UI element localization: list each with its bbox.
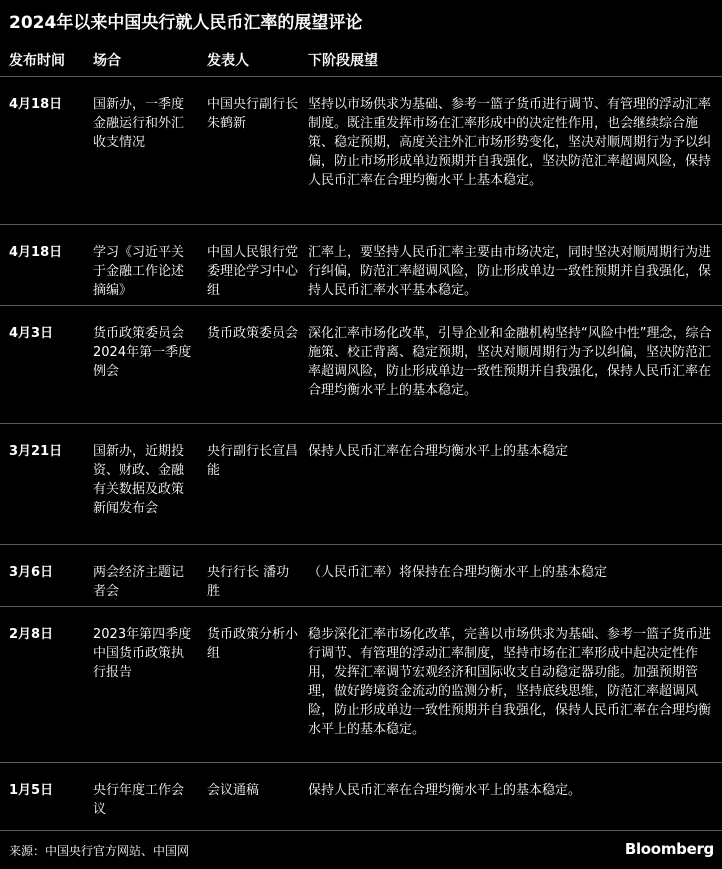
row-venue: 2023年第四季度中国货币政策执行报告	[93, 627, 192, 680]
header-date: 发布时间	[9, 53, 65, 69]
table-row	[0, 77, 722, 225]
table-row	[0, 306, 722, 424]
footer-divider	[0, 830, 722, 831]
table-row	[0, 225, 722, 306]
bloomberg-logo: Bloomberg	[624, 840, 714, 858]
row-venue: 两会经济主题记者会	[93, 565, 185, 599]
row-speaker: 中国央行副行长 朱鹤新	[207, 97, 299, 131]
row-venue: 央行年度工作会议	[93, 783, 185, 817]
row-date: 1月5日	[9, 783, 54, 798]
row-outlook: 深化汇率市场化改革，引导企业和金融机构坚持“风险中性”理念，综合施策、校正背离、稳定预期，坚决对顺周期行为予以纠偏，坚决防范汇率超调风险，防止形成单边一致性预期并自我强化，保持人民币汇率在合理均衡水平上的基本稳定。	[308, 326, 712, 398]
row-outlook: 汇率上，要坚持人民币汇率主要由市场决定，同时坚决对顺周期行为进行纠偏，防范汇率超调风险，防止形成单边一致性预期并自我强化，保持人民币汇率水平基本稳定。	[308, 245, 712, 298]
table-row	[0, 763, 722, 830]
row-date: 2月8日	[9, 627, 54, 642]
table-row	[0, 424, 722, 545]
header-venue: 场合	[93, 53, 121, 69]
row-speaker: 央行行长 潘功胜	[207, 565, 290, 599]
row-speaker: 货币政策分析小组	[207, 627, 299, 661]
row-speaker: 中国人民银行党委理论学习中心组	[207, 245, 299, 298]
source-note: 来源：中国央行官方网站、中国网	[9, 844, 190, 858]
row-outlook: 保持人民币汇率在合理均衡水平上的基本稳定。	[308, 783, 582, 798]
row-venue: 国新办，一季度金融运行和外汇收支情况	[93, 97, 185, 150]
row-venue: 货币政策委员会2024年第一季度例会	[93, 326, 192, 379]
table-body	[0, 77, 722, 830]
row-speaker: 货币政策委员会	[207, 326, 299, 341]
row-outlook: （人民币汇率）将保持在合理均衡水平上的基本稳定	[308, 565, 608, 580]
row-date: 4月18日	[9, 97, 63, 112]
row-date: 3月21日	[9, 444, 63, 459]
row-outlook: 保持人民币汇率在合理均衡水平上的基本稳定	[308, 444, 569, 459]
row-speaker: 会议通稿	[207, 783, 260, 798]
row-date: 4月3日	[9, 326, 54, 341]
table-row	[0, 607, 722, 763]
row-date: 4月18日	[9, 245, 63, 260]
row-date: 3月6日	[9, 565, 54, 580]
table-header	[9, 50, 717, 74]
header-speaker: 发表人	[207, 53, 249, 69]
row-outlook: 稳步深化汇率市场化改革，完善以市场供求为基础、参考一篮子货币进行调节、有管理的浮动汇率制度，坚持市场在汇率形成中起决定性作用，发挥汇率调节宏观经济和国际收支自动稳定器功能。加强预期管理，做好跨境资金流动的监测分析，坚持底线思维，防范汇率超调风险，防止形成单边一致性预期并自我强化，保持人民币汇率在合理均衡水平上的基本稳定。	[308, 627, 712, 737]
page-title: 2024年以来中国央行就人民币汇率的展望评论	[9, 13, 363, 33]
row-venue: 学习《习近平关于金融工作论述摘编》	[93, 245, 185, 298]
row-outlook: 坚持以市场供求为基础、参考一篮子货币进行调节、有管理的浮动汇率制度。既注重发挥市场在汇率形成中的决定性作用，也会继续综合施策、稳定预期，高度关注外汇市场形势变化，坚决对顺周期行为予以纠偏，防止市场形成单边预期并自我强化，坚决防范汇率超调风险，保持人民币汇率在合理均衡水平上基本稳定。	[308, 97, 712, 188]
table-row	[0, 545, 722, 607]
row-speaker: 央行副行长宣昌能	[207, 444, 299, 478]
header-outlook: 下阶段展望	[308, 53, 378, 69]
row-venue: 国新办，近期投资、财政、金融有关数据及政策新闻发布会	[93, 444, 185, 516]
